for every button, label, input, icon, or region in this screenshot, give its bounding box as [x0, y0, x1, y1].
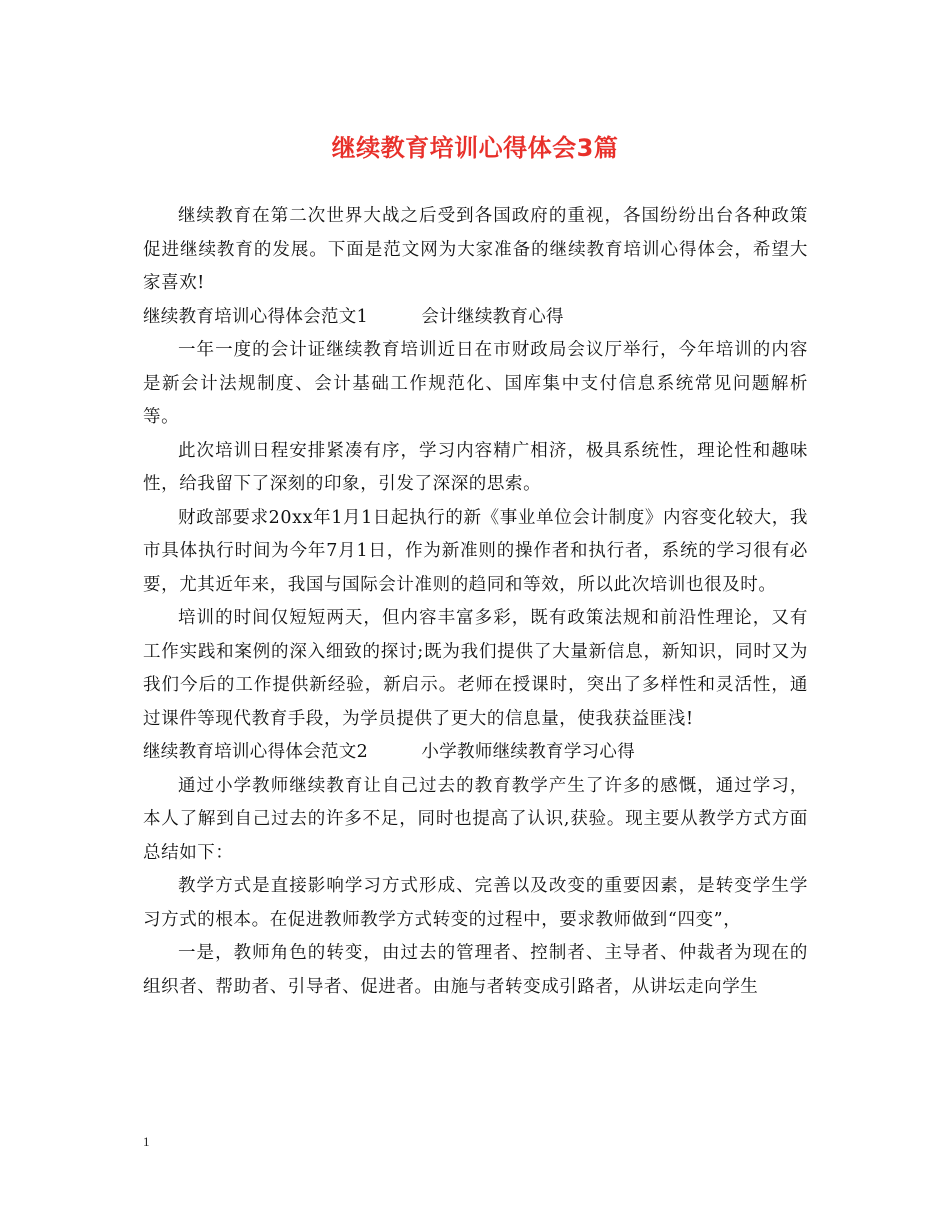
section-heading: 继续教育培训心得体会范文2 小学教师继续教育学习心得 — [143, 742, 636, 762]
document-body — [143, 200, 808, 1004]
paragraph: 一是，教师角色的转变，由过去的管理者、控制者、主导者、仲裁者为现在的组织者、帮助者、引导者、促进者。由施与者转变成引路者，从讲坛走向学生 — [143, 943, 808, 997]
paragraph: 一年一度的会计证继续教育培训近日在市财政局会议厅举行，今年培训的内容是新会计法规制度、会计基础工作规范化、国库集中支付信息系统常见问题解析等。 — [143, 340, 808, 427]
section-heading: 继续教育培训心得体会范文1 会计继续教育心得 — [143, 306, 564, 327]
paragraph: 教学方式是直接影响学习方式形成、完善以及改变的重要因素，是转变学生学习方式的根本。在促进教师教学方式转变的过程中，要求教师做到“四变”， — [143, 876, 808, 930]
paragraph: 通过小学教师继续教育让自己过去的教育教学产生了许多的感慨，通过学习，本人了解到自己过去的许多不足，同时也提高了认识,获验。现主要从教学方式方面总结如下： — [143, 775, 808, 863]
paragraph: 此次培训日程安排紧凑有序，学习内容精广相济，极具系统性，理论性和趣味性，给我留下了深刻的印象，引发了深深的思索。 — [143, 440, 808, 494]
page-number: 1 — [143, 1134, 150, 1149]
paragraph: 继续教育在第二次世界大战之后受到各国政府的重视，各国纷纷出台各种政策促进继续教育的发展。下面是范文网为大家准备的继续教育培训心得体会，希望大家喜欢! — [143, 206, 808, 293]
paragraph: 培训的时间仅短短两天，但内容丰富多彩，既有政策法规和前沿性理论，又有工作实践和案例的深入细致的探讨;既为我们提供了大量新信息，新知识，同时又为我们今后的工作提供新经验，新启示。老师在授课时，突出了多样性和灵活性，通过课件等现代教育手段，为学员提供了更大的信息量，使我获益匪浅! — [143, 608, 808, 729]
paragraph: 财政部要求20xx年1月1日起执行的新《事业单位会计制度》内容变化较大，我市具体执行时间为今年7月1日，作为新准则的操作者和执行者，系统的学习很有必要，尤其近年来，我国与国际会计准则的趋同和等效，所以此次培训也很及时。 — [143, 507, 808, 595]
document-title: 继续教育培训心得体会3篇 — [331, 134, 619, 162]
